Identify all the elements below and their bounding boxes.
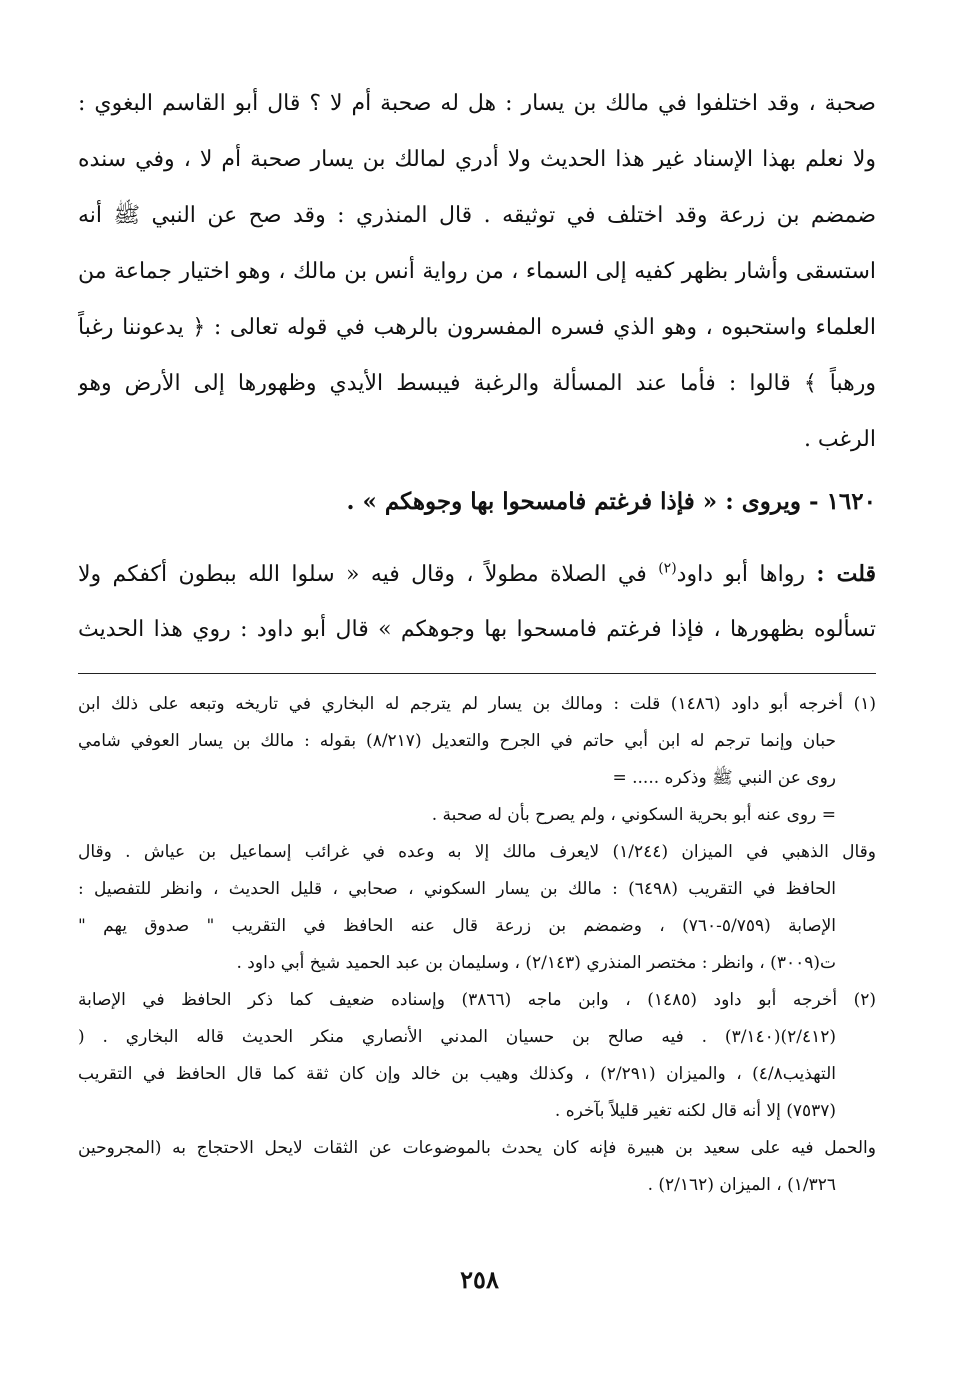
- main-text: [78, 76, 876, 658]
- footnote-1-line-1: (١) أخرجه أبو داود (١٤٨٦) قلت : ومالك بن يسار لم يترجم له البخاري في تاريخه وتبعه على ذلك ابن: [78, 694, 876, 714]
- main-line-6: ورهباً ﴾ قالوا : فأما عند المسألة والرغبة فيبسط الأيدي وظهورها إلى الأرض وهو: [78, 371, 876, 396]
- footnote-2-line-6: ١/٣٢٦) ، الميزان (٢/١٦٢) .: [647, 1175, 836, 1195]
- main-line-2: ولا نعلم بهذا الإسناد غير هذا الحديث ولا أدري لمالك بن يسار صحبة أم لا ، وفي سنده: [78, 147, 876, 172]
- hadith-number: ١٦٢٠: [826, 488, 876, 515]
- footnote-1-line-4: = روى عنه أبو بحرية السكوني ، ولم يصرح بأن له صحبة .: [431, 805, 836, 825]
- footnote-1-line-2: حبان وإنما ترجم له ابن أبي حاتم في الجرح والتعديل (٨/٢١٧) بقوله : مالك بن يسار العوفي شامي: [78, 731, 837, 751]
- footnote-1-line-3: روى عن النبي ﷺ وذكره ..... =: [612, 768, 836, 788]
- qult-label: قلت :: [816, 561, 876, 587]
- footnote-1-line-5: وقال الذهبي في الميزان (١/٢٤٤) لايعرف مالك إلا به وعده في غرائب إسماعيل بن عياش . وقال: [78, 842, 876, 862]
- footnote-1-line-8: ت(٣٠٠٩) ، وانظر : مختصر المنذري (٢/١٤٣) ، وسليمان بن عبد الحميد شيخ أبي داود .: [236, 953, 836, 973]
- footnote-2-line-5: والحمل فيه على سعيد بن هبيرة فإنه كان يحدث بالموضوعات عن الثقات لايحل الاحتجاج به (المجروحين: [78, 1138, 876, 1158]
- main-line-3: ضمضم بن زرعة وقد اختلف في توثيقه . قال المنذري : وقد صح عن النبي ﷺ أنه: [78, 203, 876, 228]
- qult-text-b: في الصلاة مطولاً ، وقال فيه « سلوا الله ببطون أكفكم ولا: [78, 562, 647, 587]
- main-line-4: استسقى وأشار بظهر كفيه إلى السماء ، من رواية أنس بن مالك ، وهو اختيار جماعة من: [78, 259, 876, 284]
- qult-line-2: تسألوه بظهورها ، فإذا فرغتم فامسحوا بها وجوهكم » قال أبو داود : روي هذا الحديث: [78, 617, 876, 642]
- hadith-heading: [78, 474, 876, 530]
- footnote-marker-2: (٢): [658, 560, 677, 577]
- footnotes: [78, 686, 876, 1204]
- qult-text-a: رواها أبو داود: [676, 562, 806, 587]
- main-line-7: الرغب .: [803, 427, 876, 452]
- footnote-2-line-1: (٢) أخرجه أبو داود (١٤٨٥) ، وابن ماجه (٣٨٦٦) وإسناده ضعيف كما ذكر الحافظ في الإصابة: [78, 990, 876, 1010]
- footnote-1-line-6: الحافظ في التقريب (٦٤٩٨) : مالك بن يسار السكوني ، صحابي ، قليل الحديث ، وانظر للتفصيل :: [78, 879, 836, 899]
- footnote-2-line-2: (٢/٤١٢)(٣/١٤٠) . فيه صالح بن حسيان المدني الأنصاري منكر الحديث قاله البخاري . (: [78, 1027, 836, 1047]
- page-number: ٢٥٨: [460, 1265, 499, 1294]
- footnote-2-line-3: التهذيب٤/٨) ، والميزان (٢/٢٩١) ، وكذلك وهيب بن خالد وإن كان ثقة كما قال الحافظ في التقريب: [78, 1064, 836, 1084]
- main-line-1: صحبة ، وقد اختلفوا في مالك بن يسار : هل له صحبة أم لا ؟ قال أبو القاسم البغوي :: [78, 91, 876, 116]
- hadith-text: - ويروى : « فإذا فرغتم فامسحوا بها وجوهكم » .: [346, 488, 819, 515]
- main-line-5: العلماء واستحبوه ، وهو الذي فسره المفسرون بالرهب في قوله تعالى : ﴿ يدعوننا رغباً: [78, 315, 876, 340]
- footnote-1-line-7: الإصابة (٥/٧٥٩-٧٦٠) ، وضمضم بن زرعة قال عنه الحافظ في التقريب " صدوق يهم ": [78, 916, 837, 936]
- footnote-2-line-4: (٧٥٣٧) إلا أنه قال لكنه تغير قليلاً بآخره .: [554, 1101, 836, 1121]
- footnote-divider: [78, 673, 876, 674]
- qult-line-1: [78, 546, 876, 602]
